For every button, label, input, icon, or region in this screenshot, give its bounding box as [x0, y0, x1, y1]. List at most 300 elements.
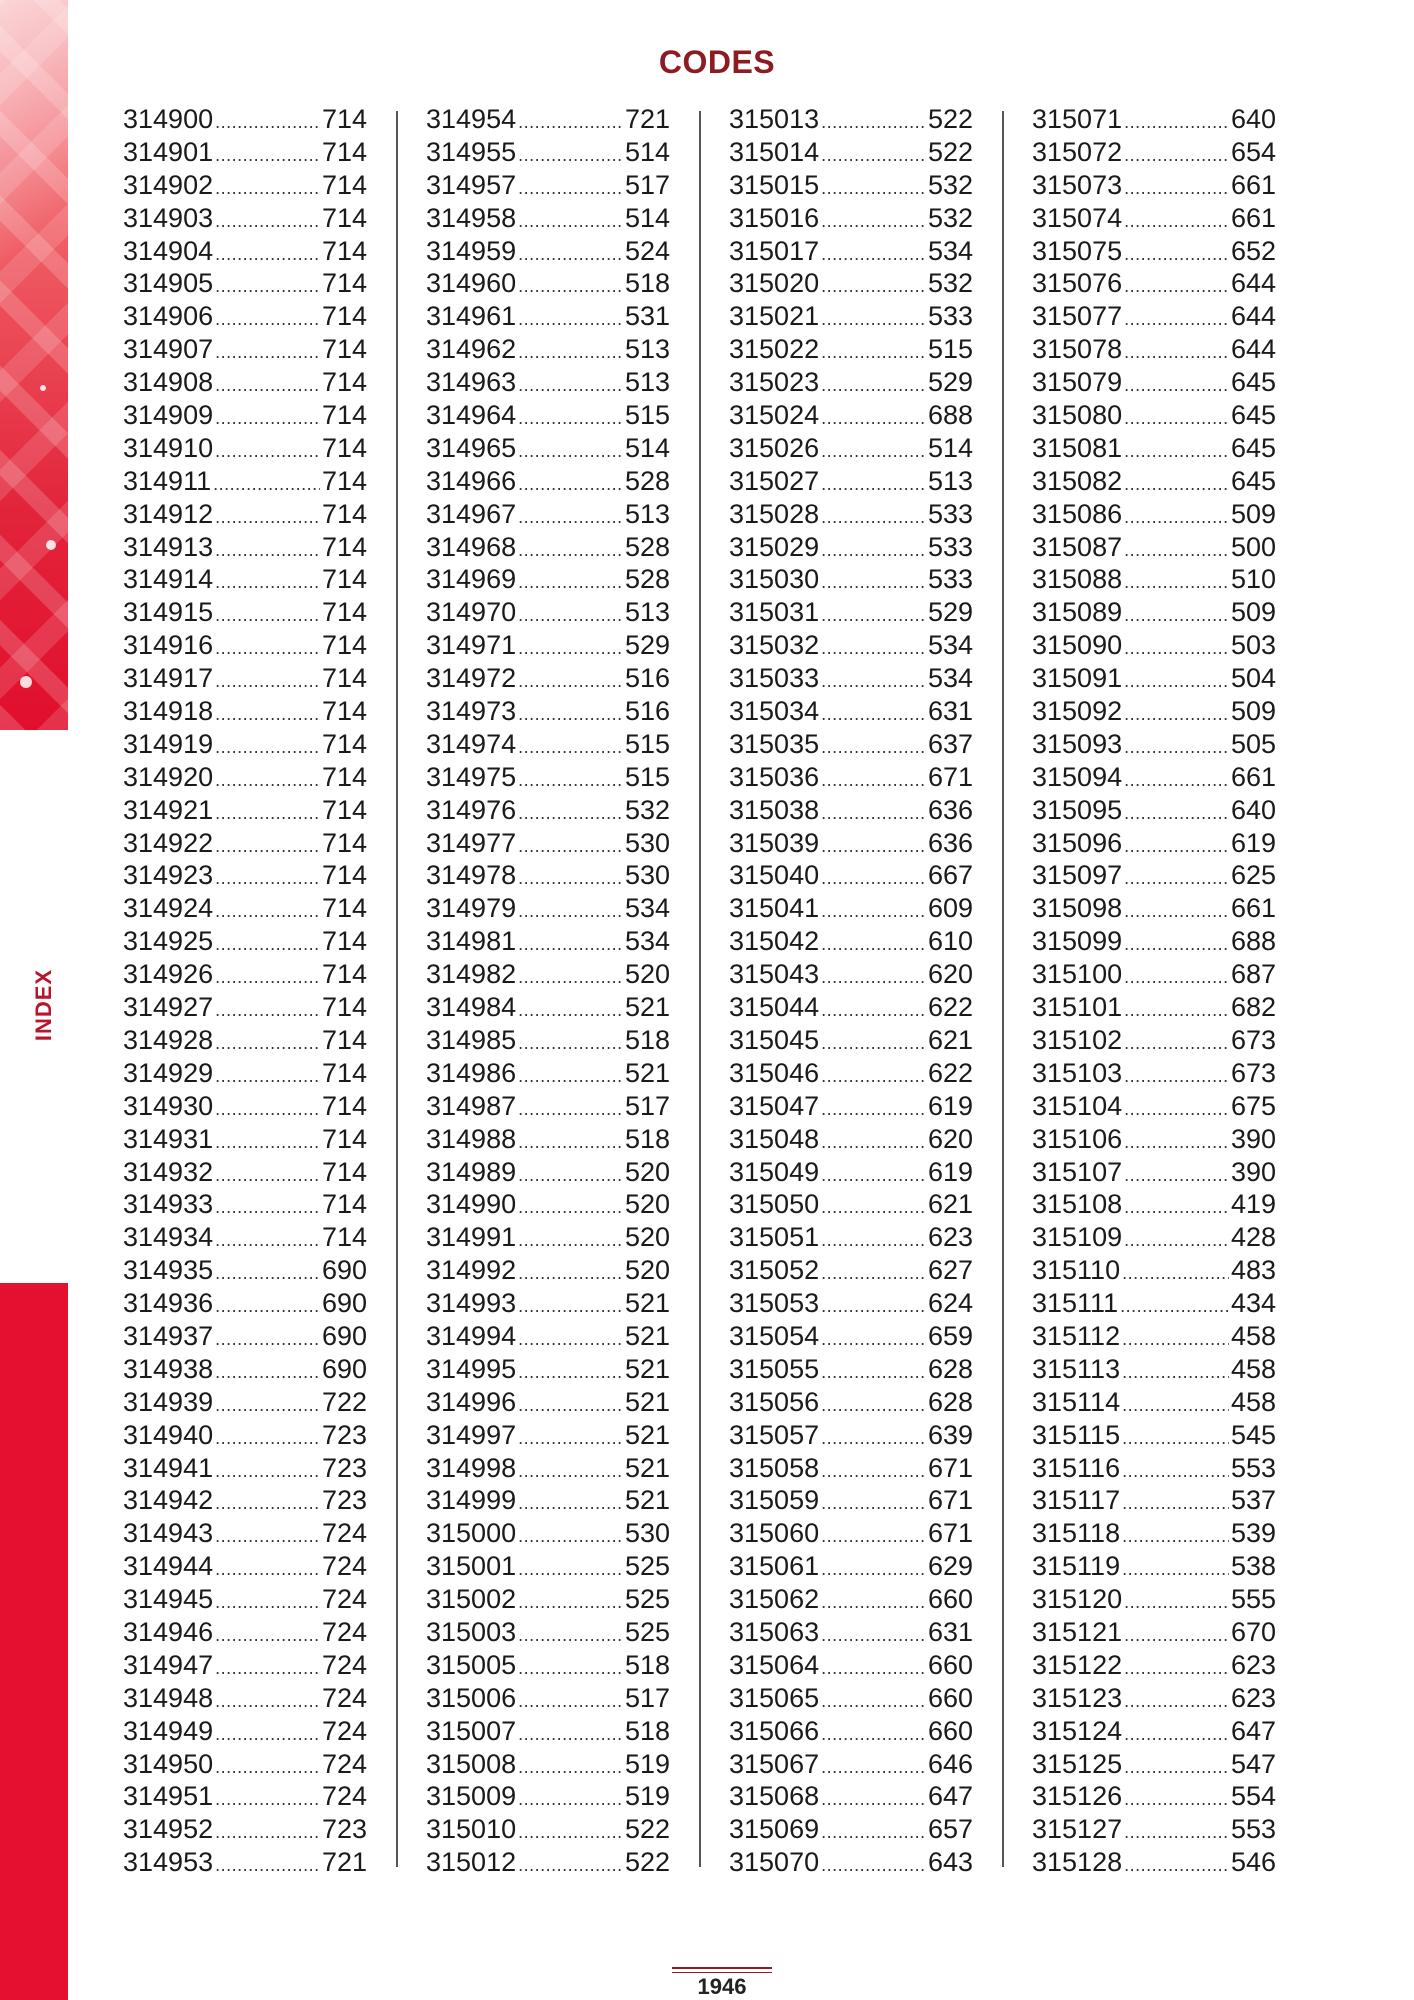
page-reference: 620 [927, 1123, 973, 1154]
product-code: 314934 [123, 1222, 214, 1253]
column-divider [396, 111, 398, 1867]
page-reference: 522 [624, 1814, 670, 1845]
product-code: 315117 [1032, 1485, 1121, 1516]
index-entry [1032, 1287, 1276, 1320]
product-code: 315041 [729, 893, 820, 924]
dot-leader [1124, 892, 1229, 928]
index-entry [123, 596, 367, 629]
page-reference: 428 [1230, 1222, 1276, 1253]
page-reference: 533 [927, 531, 973, 562]
dot-leader [215, 925, 320, 961]
product-code: 314971 [426, 630, 517, 661]
index-entry [1032, 827, 1276, 860]
dot-leader [215, 1550, 320, 1586]
footer-rule [672, 1972, 772, 1973]
page-reference: 645 [1230, 400, 1276, 431]
product-code: 315058 [729, 1452, 820, 1483]
index-entry [123, 794, 367, 827]
index-entry [426, 300, 670, 333]
product-code: 315125 [1032, 1748, 1123, 1779]
page-reference: 629 [927, 1551, 973, 1582]
index-entry [1032, 1419, 1276, 1452]
page-reference: 724 [321, 1715, 367, 1746]
index-entry [729, 827, 973, 860]
page-reference: 513 [624, 597, 670, 628]
dot-leader [215, 1123, 320, 1159]
index-entry [123, 892, 367, 925]
dot-leader [518, 662, 623, 698]
index-entry [729, 1024, 973, 1057]
index-entry [426, 1583, 670, 1616]
page-reference: 509 [1230, 696, 1276, 727]
dot-leader [821, 1024, 926, 1060]
dot-leader [215, 267, 320, 303]
product-code: 315122 [1032, 1649, 1123, 1680]
product-code: 315093 [1032, 728, 1123, 759]
product-code: 315049 [729, 1156, 820, 1187]
page-reference: 714 [321, 1123, 367, 1154]
dot-leader [821, 1583, 926, 1619]
product-code: 314970 [426, 597, 517, 628]
index-entry [729, 399, 973, 432]
index-entry [426, 728, 670, 761]
page-reference: 514 [624, 202, 670, 233]
dot-leader [1124, 1123, 1229, 1159]
dot-leader [518, 169, 623, 205]
product-code: 314945 [123, 1584, 214, 1615]
page-reference: 521 [624, 1452, 670, 1483]
product-code: 314949 [123, 1715, 214, 1746]
dot-leader [1124, 300, 1229, 336]
product-code: 314940 [123, 1419, 214, 1450]
page-reference: 521 [624, 992, 670, 1023]
index-entry [729, 1813, 973, 1846]
dot-leader [821, 958, 926, 994]
page-reference: 654 [1230, 136, 1276, 167]
page-reference: 458 [1230, 1353, 1276, 1384]
page-reference: 529 [927, 597, 973, 628]
page-reference: 688 [927, 400, 973, 431]
index-entry [729, 1320, 973, 1353]
dot-leader [821, 465, 926, 501]
page-reference: 636 [927, 827, 973, 858]
product-code: 315124 [1032, 1715, 1123, 1746]
page-reference: 721 [321, 1847, 367, 1878]
product-code: 314957 [426, 169, 517, 200]
product-code: 315030 [729, 564, 820, 595]
product-code: 314909 [123, 400, 214, 431]
product-code: 314987 [426, 1090, 517, 1121]
product-code: 315005 [426, 1649, 517, 1680]
index-entry [1032, 1550, 1276, 1583]
product-code: 315112 [1032, 1320, 1121, 1351]
column-divider [1002, 111, 1004, 1867]
index-entry [1032, 925, 1276, 958]
page-reference: 714 [321, 104, 367, 134]
dot-leader [821, 202, 926, 238]
product-code: 315053 [729, 1288, 820, 1319]
index-entry [729, 1682, 973, 1715]
dot-leader [1124, 827, 1229, 863]
dot-leader [518, 1846, 623, 1882]
dot-leader [1124, 925, 1229, 961]
dot-leader [518, 563, 623, 599]
index-entry [1032, 859, 1276, 892]
page-reference: 690 [321, 1320, 367, 1351]
product-code: 315094 [1032, 761, 1123, 792]
index-column-1 [123, 103, 367, 1879]
index-entry [729, 1616, 973, 1649]
dot-leader [518, 1649, 623, 1685]
product-code: 315073 [1032, 169, 1123, 200]
page-reference: 627 [927, 1255, 973, 1286]
page-reference: 714 [321, 926, 367, 957]
index-entry [1032, 563, 1276, 596]
index-entry [123, 1320, 367, 1353]
dot-leader [821, 1320, 926, 1356]
index-entry [123, 267, 367, 300]
dot-leader [1122, 1452, 1229, 1488]
page-reference: 714 [321, 268, 367, 299]
index-entry [426, 1090, 670, 1123]
page-reference: 513 [927, 465, 973, 496]
index-entry [123, 465, 367, 498]
dot-leader [1124, 1846, 1229, 1882]
dot-leader [215, 1649, 320, 1685]
product-code: 315002 [426, 1584, 517, 1615]
product-code: 315114 [1032, 1386, 1121, 1417]
product-code: 315003 [426, 1616, 517, 1647]
product-code: 315039 [729, 827, 820, 858]
dot-leader [821, 1057, 926, 1093]
index-entry [426, 991, 670, 1024]
page-reference: 533 [927, 564, 973, 595]
dot-leader [1124, 1024, 1229, 1060]
dot-leader [1124, 958, 1229, 994]
dot-leader [215, 859, 320, 895]
index-entry [729, 1649, 973, 1682]
dot-leader [518, 1320, 623, 1356]
page-reference: 688 [1230, 926, 1276, 957]
dot-leader [215, 1057, 320, 1093]
product-code: 314979 [426, 893, 517, 924]
page-reference: 724 [321, 1584, 367, 1615]
page-reference: 714 [321, 597, 367, 628]
dot-leader [518, 1616, 623, 1652]
dot-leader [215, 1386, 320, 1422]
index-entry [729, 1846, 973, 1879]
index-entry [1032, 136, 1276, 169]
index-entry [729, 1287, 973, 1320]
dot-leader [518, 103, 623, 139]
index-entry [1032, 1649, 1276, 1682]
product-code: 315082 [1032, 465, 1123, 496]
dot-leader [518, 827, 623, 863]
index-entry [1032, 761, 1276, 794]
index-entry [123, 1550, 367, 1583]
product-code: 315050 [729, 1189, 820, 1220]
index-entry [123, 1386, 367, 1419]
page-reference: 628 [927, 1353, 973, 1384]
page-reference: 661 [1230, 761, 1276, 792]
dot-leader [1124, 1682, 1229, 1718]
index-entry [1032, 1846, 1276, 1879]
product-code: 314995 [426, 1353, 517, 1384]
product-code: 315072 [1032, 136, 1123, 167]
dot-leader [821, 1813, 926, 1849]
dot-leader [821, 827, 926, 863]
index-entry [1032, 1484, 1276, 1517]
index-entry [426, 498, 670, 531]
index-entry [729, 1386, 973, 1419]
index-entry [729, 235, 973, 268]
page-reference: 509 [1230, 498, 1276, 529]
page-reference: 620 [927, 959, 973, 990]
decorative-dot [20, 676, 32, 688]
page-reference: 647 [927, 1781, 973, 1812]
page-reference: 724 [321, 1551, 367, 1582]
index-entry [729, 1715, 973, 1748]
page-reference: 714 [321, 992, 367, 1023]
index-entry [729, 695, 973, 728]
product-code: 314916 [123, 630, 214, 661]
page-reference: 390 [1230, 1156, 1276, 1187]
index-entry [426, 1353, 670, 1386]
index-entry [123, 103, 367, 136]
page-reference: 675 [1230, 1090, 1276, 1121]
index-entry [426, 136, 670, 169]
index-entry [1032, 1452, 1276, 1485]
product-code: 315101 [1032, 992, 1123, 1023]
dot-leader [1124, 498, 1229, 534]
index-column-2 [426, 103, 670, 1879]
index-entry [426, 1221, 670, 1254]
dot-leader [821, 235, 926, 271]
index-entry [1032, 1517, 1276, 1550]
index-entry [123, 1156, 367, 1189]
product-code: 315100 [1032, 959, 1123, 990]
page-reference: 723 [321, 1452, 367, 1483]
index-entry [123, 1517, 367, 1550]
index-entry [1032, 892, 1276, 925]
index-entry [123, 925, 367, 958]
page-reference: 434 [1230, 1288, 1276, 1319]
product-code: 314946 [123, 1616, 214, 1647]
dot-leader [518, 1517, 623, 1553]
product-code: 315095 [1032, 794, 1123, 825]
page-reference: 714 [321, 663, 367, 694]
product-code: 315023 [729, 367, 820, 398]
product-code: 315014 [729, 136, 820, 167]
index-entry [426, 925, 670, 958]
index-entry [729, 1452, 973, 1485]
index-entry [729, 1748, 973, 1781]
page-reference: 657 [927, 1814, 973, 1845]
dot-leader [821, 1221, 926, 1257]
index-entry [1032, 1715, 1276, 1748]
page-reference: 518 [624, 1024, 670, 1055]
page-reference: 610 [927, 926, 973, 957]
index-entry [426, 399, 670, 432]
page-reference: 631 [927, 1616, 973, 1647]
index-entry [426, 1484, 670, 1517]
index-entry [123, 629, 367, 662]
index-entry [426, 1452, 670, 1485]
product-code: 314904 [123, 235, 214, 266]
page-reference: 528 [624, 531, 670, 562]
page-reference: 639 [927, 1419, 973, 1450]
page-reference: 545 [1230, 1419, 1276, 1450]
index-entry [1032, 1090, 1276, 1123]
page-reference: 458 [1230, 1320, 1276, 1351]
dot-leader [215, 1188, 320, 1224]
product-code: 314931 [123, 1123, 214, 1154]
page-reference: 534 [624, 893, 670, 924]
page-reference: 714 [321, 827, 367, 858]
index-entry [729, 794, 973, 827]
dot-leader [1122, 1517, 1229, 1553]
dot-leader [1122, 1353, 1229, 1389]
product-code: 315042 [729, 926, 820, 957]
page-reference: 671 [927, 1452, 973, 1483]
product-code: 315090 [1032, 630, 1123, 661]
product-code: 315034 [729, 696, 820, 727]
page-reference: 637 [927, 728, 973, 759]
page-reference: 673 [1230, 1057, 1276, 1088]
index-entry [729, 1583, 973, 1616]
dot-leader [1122, 1386, 1229, 1422]
page-reference: 533 [927, 498, 973, 529]
page-reference: 687 [1230, 959, 1276, 990]
dot-leader [215, 235, 320, 271]
dot-leader [1124, 1780, 1229, 1816]
product-code: 315013 [729, 104, 820, 134]
product-code: 315088 [1032, 564, 1123, 595]
dot-leader [1124, 432, 1229, 468]
product-code: 314963 [426, 367, 517, 398]
dot-leader [518, 1419, 623, 1455]
page-reference: 721 [624, 104, 670, 134]
product-code: 315059 [729, 1485, 820, 1516]
product-code: 315120 [1032, 1584, 1123, 1615]
index-entry [426, 1254, 670, 1287]
dot-leader [821, 1715, 926, 1751]
index-entry [1032, 432, 1276, 465]
page-reference: 714 [321, 202, 367, 233]
index-entry [426, 1188, 670, 1221]
index-entry [729, 300, 973, 333]
dot-leader [518, 991, 623, 1027]
dot-leader [1124, 333, 1229, 369]
page-reference: 517 [624, 1682, 670, 1713]
page-reference: 645 [1230, 367, 1276, 398]
index-entry [123, 1715, 367, 1748]
product-code: 314989 [426, 1156, 517, 1187]
index-entry [1032, 1254, 1276, 1287]
page-reference: 621 [927, 1024, 973, 1055]
index-entry [123, 1452, 367, 1485]
product-code: 314961 [426, 301, 517, 332]
page-reference: 555 [1230, 1584, 1276, 1615]
dot-leader [518, 1188, 623, 1224]
product-code: 315103 [1032, 1057, 1123, 1088]
index-entry [1032, 1057, 1276, 1090]
product-code: 315012 [426, 1847, 517, 1878]
index-entry [729, 1221, 973, 1254]
dot-leader [215, 1616, 320, 1652]
page-reference: 724 [321, 1748, 367, 1779]
dot-leader [215, 728, 320, 764]
page-reference: 640 [1230, 104, 1276, 134]
page-reference: 623 [1230, 1649, 1276, 1680]
index-entry [1032, 1353, 1276, 1386]
dot-leader [821, 991, 926, 1027]
page-reference: 553 [1230, 1814, 1276, 1845]
dot-leader [518, 498, 623, 534]
page-reference: 537 [1230, 1485, 1276, 1516]
dot-leader [518, 596, 623, 632]
page-reference: 510 [1230, 564, 1276, 595]
page-reference: 419 [1230, 1189, 1276, 1220]
dot-leader [215, 958, 320, 994]
product-code: 314925 [123, 926, 214, 957]
index-entry [729, 1123, 973, 1156]
page-reference: 516 [624, 663, 670, 694]
product-code: 314974 [426, 728, 517, 759]
index-entry [426, 1419, 670, 1452]
dot-leader [215, 1254, 320, 1290]
dot-leader [518, 1090, 623, 1126]
index-entry [426, 794, 670, 827]
dot-leader [821, 892, 926, 928]
page-reference: 661 [1230, 202, 1276, 233]
product-code: 315075 [1032, 235, 1123, 266]
page-reference: 714 [321, 1057, 367, 1088]
dot-leader [1124, 629, 1229, 665]
index-entry [1032, 1386, 1276, 1419]
product-code: 315087 [1032, 531, 1123, 562]
page-reference: 640 [1230, 794, 1276, 825]
dot-leader [215, 333, 320, 369]
page-reference: 525 [624, 1551, 670, 1582]
product-code: 315021 [729, 301, 820, 332]
index-entry [123, 432, 367, 465]
dot-leader [518, 1221, 623, 1257]
product-code: 315118 [1032, 1518, 1121, 1549]
page-reference: 619 [927, 1156, 973, 1187]
product-code: 314922 [123, 827, 214, 858]
dot-leader [1124, 1090, 1229, 1126]
page-reference: 521 [624, 1353, 670, 1384]
product-code: 314998 [426, 1452, 517, 1483]
index-entry [123, 563, 367, 596]
dot-leader [821, 629, 926, 665]
product-code: 315066 [729, 1715, 820, 1746]
dot-leader [518, 1550, 623, 1586]
product-code: 314938 [123, 1353, 214, 1384]
page-reference: 619 [927, 1090, 973, 1121]
index-entry [729, 366, 973, 399]
product-code: 314903 [123, 202, 214, 233]
dot-leader [821, 1517, 926, 1553]
index-entry [1032, 333, 1276, 366]
product-code: 315092 [1032, 696, 1123, 727]
page-reference: 644 [1230, 334, 1276, 365]
dot-leader [518, 892, 623, 928]
index-entry [1032, 1583, 1276, 1616]
product-code: 314954 [426, 104, 517, 134]
product-code: 315086 [1032, 498, 1123, 529]
